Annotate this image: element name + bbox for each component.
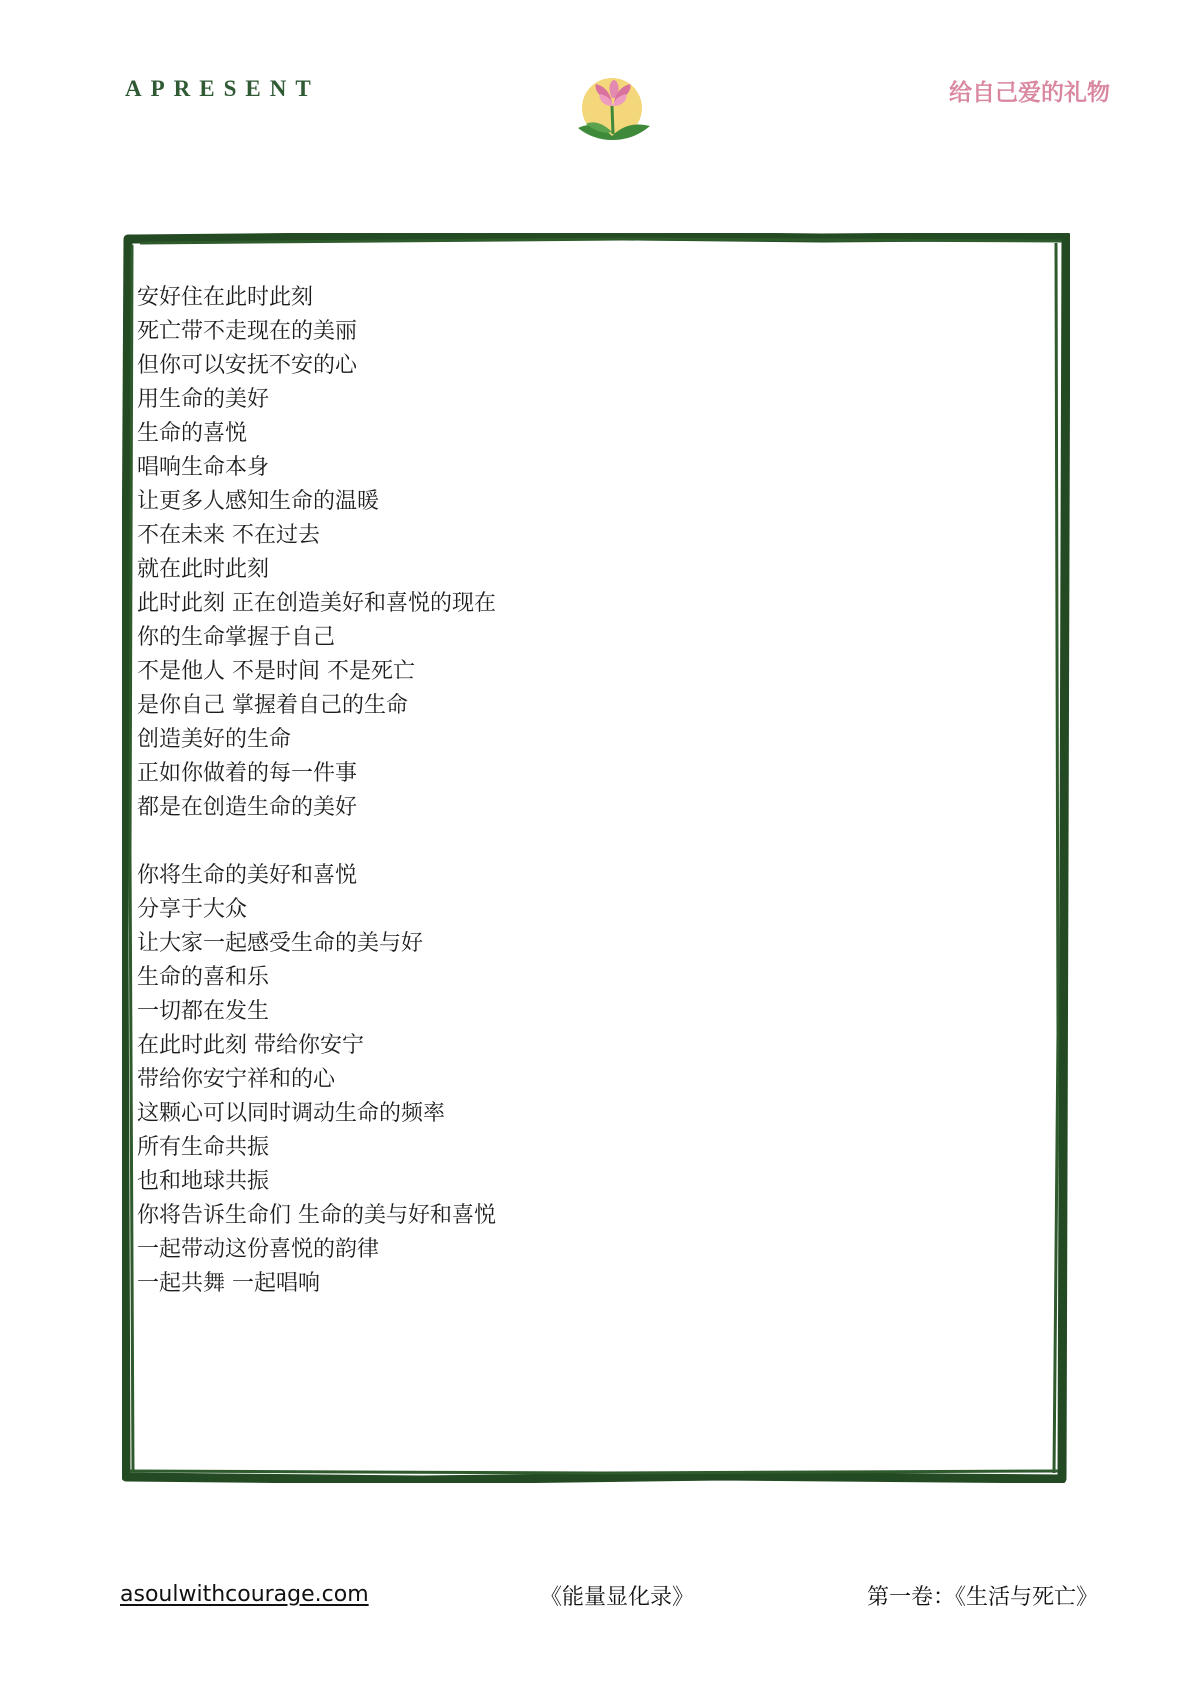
poem-line: 此时此刻 正在创造美好和喜悦的现在 <box>137 591 496 616</box>
poem-text <box>137 281 496 1301</box>
poem-line: 你将告诉生命们 生命的美与好和喜悦 <box>137 1203 496 1228</box>
poem-line: 让大家一起感受生命的美与好 <box>137 931 424 956</box>
poem-line: 创造美好的生命 <box>137 727 292 752</box>
poem-line: 唱响生命本身 <box>137 455 270 480</box>
poem-line: 用生命的美好 <box>137 387 270 412</box>
poem-line: 不是他人 不是时间 不是死亡 <box>137 659 415 684</box>
poem-line: 就在此时此刻 <box>137 557 270 582</box>
poem-line: 所有生命共振 <box>137 1135 270 1160</box>
poem-line: 带给你安宁祥和的心 <box>137 1067 336 1092</box>
poem-line: 在此时此刻 带给你安宁 <box>137 1033 364 1058</box>
poem-line: 死亡带不走现在的美丽 <box>137 319 358 344</box>
tagline: 给自己爱的礼物 <box>949 80 1110 106</box>
poem-line: 你的生命掌握于自己 <box>137 625 336 650</box>
volume-title: 第一卷：《生活与死亡》 <box>866 1585 1098 1610</box>
poem-line: 一切都在发生 <box>137 999 270 1024</box>
poem-line: 但你可以安抚不安的心 <box>137 353 358 378</box>
poem-frame <box>122 233 1070 1483</box>
poem-line: 你将生命的美好和喜悦 <box>137 863 358 888</box>
poem-line: 也和地球共振 <box>137 1169 270 1194</box>
poem-line: 这颗心可以同时调动生命的频率 <box>137 1101 446 1126</box>
poem-line: 都是在创造生命的美好 <box>137 795 358 820</box>
poem-line: 一起共舞 一起唱响 <box>137 1271 320 1296</box>
lotus-sun-logo-icon <box>572 76 656 158</box>
website-link[interactable]: asoulwithcourage.com <box>120 1582 369 1607</box>
brand-title: APRESENT <box>125 76 320 101</box>
poem-line: 安好住在此时此刻 <box>137 285 314 310</box>
poem-line: 分享于大众 <box>137 897 248 922</box>
poem-line: 一起带动这份喜悦的韵律 <box>137 1237 380 1262</box>
book-title: 《能量显化录》 <box>540 1585 695 1610</box>
poem-line: 生命的喜和乐 <box>137 965 270 990</box>
stanza-break <box>137 825 496 859</box>
poem-line: 让更多人感知生命的温暖 <box>137 489 380 514</box>
poem-line: 生命的喜悦 <box>137 421 248 446</box>
poem-line: 是你自己 掌握着自己的生命 <box>137 693 408 718</box>
poem-line: 正如你做着的每一件事 <box>137 761 358 786</box>
poem-line: 不在未来 不在过去 <box>137 523 320 548</box>
